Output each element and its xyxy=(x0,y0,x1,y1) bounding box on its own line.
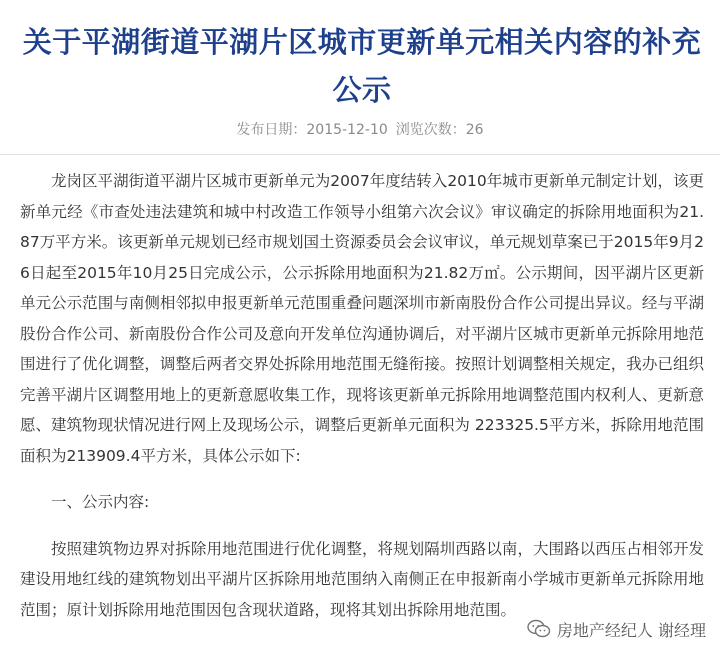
wechat-icon xyxy=(527,619,551,639)
article-paragraph: 按照建筑物边界对拆除用地范围进行优化调整，将规划隔圳西路以南，大围路以西压占相邻开发建设用地红线的建筑物划出平湖片区拆除用地范围纳入南侧正在申报新南小学城市更新单元拆除用地范围；原计划拆除用地范围因包含现状道路，现将其划出拆除用地范围。 xyxy=(20,539,704,619)
divider xyxy=(0,154,720,155)
section-heading: 一、公示内容: xyxy=(51,493,150,511)
article-body xyxy=(20,166,704,625)
watermark-text: 房地产经纪人 谢经理 xyxy=(556,620,706,640)
watermark xyxy=(525,616,708,642)
views-count: 26 xyxy=(465,122,484,138)
article-paragraph: 龙岗区平湖街道平湖片区城市更新单元为2007年度结转入2010年城市更新单元制定计划，该更新单元经《市查处违法建筑和城中村改造工作领导小组第六次会议》审议确定的拆除用地面积为21.87万平方米。该更新单元规划已经市规划国土资源委员会会议审议，单元规划草案已于2015年9月26日起至2015年10月25日完成公示，公示拆除用地面积为21.82万㎡。公示期间，因平湖片区更新单元公示范围与南侧相邻拟申报更新单元范围重叠问题深圳市新南股份合作公司提出异议。经与平湖股份合作公司、新南股份合作公司及意向开发单位沟通协调后，对平湖片区城市更新单元拆除用地范围进行了优化调整，调整后两者交界处拆除用地范围无缝衔接。按照计划调整相关规定，我办已组织完善平湖片区调整用地上的更新意愿收集工作，现将该更新单元拆除用地调整范围内权利人、更新意愿、建筑物现状情况进行网上及现场公示，调整后更新单元面积为 223325.5平方米，拆除用地范围面积为213909.4平方米，具体公示如下: xyxy=(20,172,704,465)
views-label: 浏览次数： xyxy=(395,122,466,138)
publish-date: 2015-12-10 xyxy=(306,122,388,138)
article-meta xyxy=(0,120,720,140)
article-title: 关于平湖街道平湖片区城市更新单元相关内容的补充公示 xyxy=(22,25,702,107)
publish-date-label: 发布日期： xyxy=(236,122,307,138)
